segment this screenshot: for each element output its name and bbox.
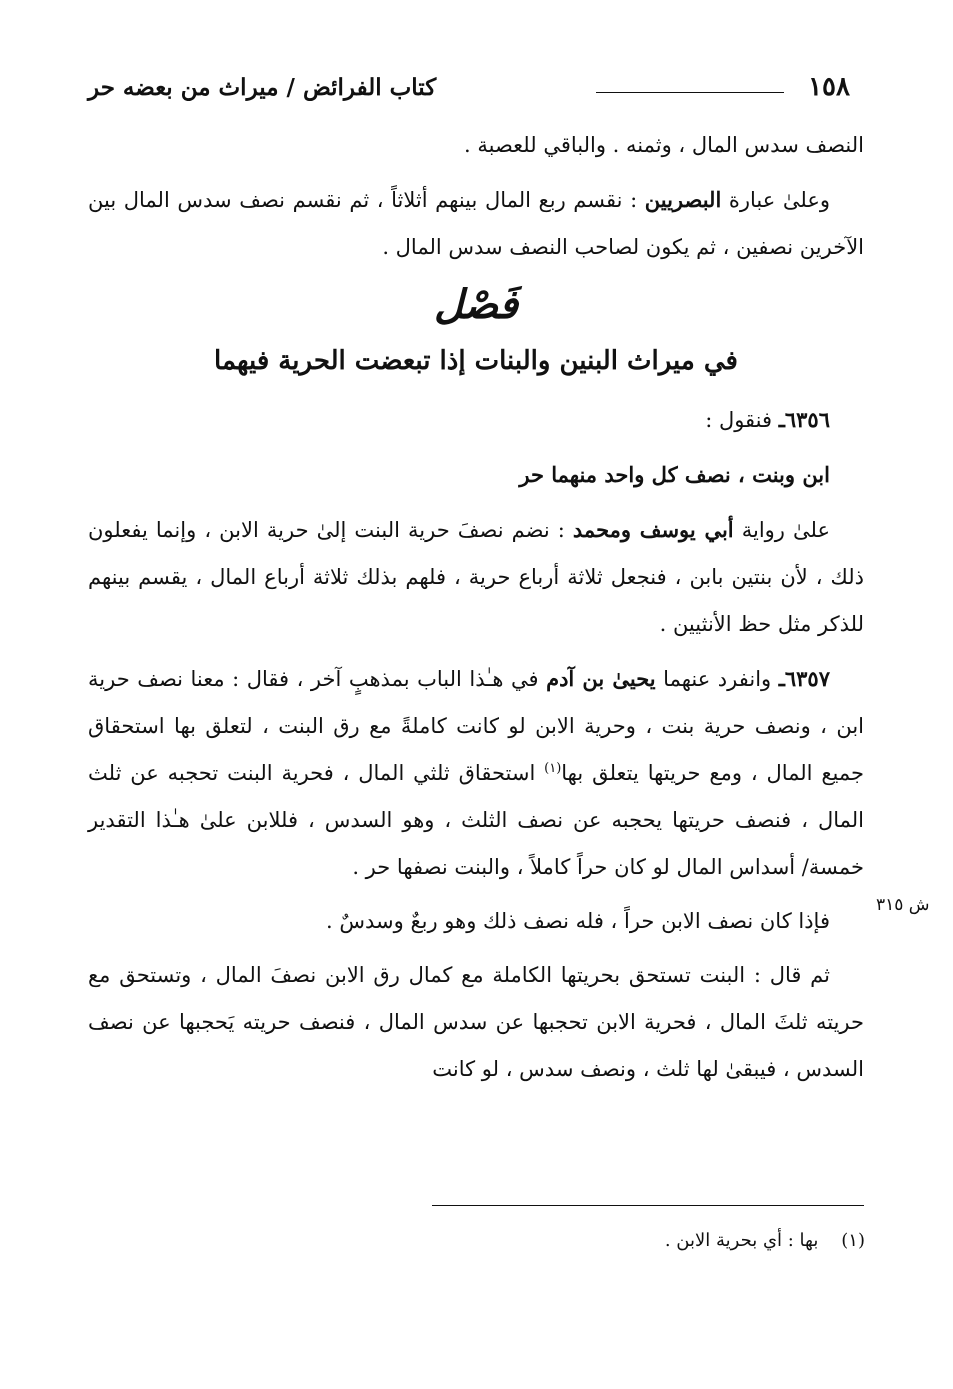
issue-6357-text-b: استحقاق ثلثي المال ، فحرية البنت تحجبه عن ثلث المال ، فنصف حريتها يحجبه عن نصف الثلث ، وهو السدس ، فللابن علىٰ هـٰذا التقدير خمسة/ أسداس المال لو كان حراً كاملاً ، والبنت نصفها حر . — [88, 761, 864, 879]
paragraph-5-text: ثم قال : البنت تستحق بحريتها الكاملة مع كمال رق الابن نصفَ المال ، وتستحق مع حريته ثلثَ المال ، فحرية الابن تحجبها عن سدس المال ، فنصف حريته يَحجبها عن نصف السدس ، فيبقىٰ لها ثلث ، ونصف سدس ، لو كانت — [88, 963, 864, 1081]
paragraph-2-post: : نقسم ربع المال بينهم أثلاثاً ، ثم نقسم نصف سدس المال بين الآخرين نصفين ، ثم يكون لصاحب النصف سدس المال . — [88, 188, 864, 259]
page-number: ١٥٨ — [808, 72, 850, 102]
issue-6356-text: فنقول : — [705, 408, 779, 432]
footnote-rule — [432, 1205, 864, 1206]
paragraph-5 — [88, 952, 864, 1093]
paragraph-4-text: فإذا كان نصف الابن حراً ، فله نصف ذلك وهو ربعٌ وسدسٌ . — [326, 909, 830, 933]
issue-6356-case — [88, 451, 864, 499]
issue-6357-text-a: في هـٰذا الباب بمذهبٍ آخر ، فقال : معنا نصف حرية ابن ، ونصف حرية بنت ، وحرية الابن لو كانت كاملةً مع رق البنت ، لتعلق بها استحقاق جميع المال ، ومع حريتها يتعلق بها — [88, 667, 864, 785]
paragraph-3-post: : نضم نصفَ حرية البنت إلىٰ حرية الابن ، وإنما يفعلون ذلك ، لأن بنتين بابن ، فنجعل ثلاثة أرباع حرية ، فلهم بذلك ثلاثة أرباع المال ، يقسم بينهم للذكر مثل حظ الأنثيين . — [88, 518, 864, 636]
issue-6357 — [88, 655, 864, 891]
running-title: كتاب الفرائض / ميراث من بعضه حر — [88, 74, 437, 101]
header-rule — [596, 92, 784, 93]
issue-6356-case-text: ابن وبنت ، نصف كل واحد منهما حر — [519, 462, 830, 487]
footnote-text: بها : أي بحرية الابن . — [664, 1230, 819, 1251]
issue-6357-bold: يحيىٰ بن آدم — [546, 666, 656, 691]
footnote-marker: (١) — [841, 1230, 865, 1251]
body-text — [88, 122, 864, 1100]
paragraph-2-bold: البصريين — [644, 187, 722, 212]
paragraph-2-pre: وعلىٰ عبارة — [721, 188, 831, 212]
paragraph-4 — [88, 898, 864, 945]
paragraph-1-text: النصف سدس المال ، وثمنه . والباقي للعصبة . — [464, 133, 864, 157]
paragraph-1 — [88, 122, 864, 169]
fasl-ornament: فَصْل — [433, 281, 519, 328]
margin-page-reference: ش ٣١٥ — [876, 895, 930, 915]
page-header — [88, 68, 850, 108]
paragraph-3-bold: أبي يوسف ومحمد — [572, 517, 734, 542]
paragraph-3-pre: علىٰ رواية — [733, 518, 830, 542]
section-title: في ميراث البنين والبنات إذا تبعضت الحرية فيهما — [214, 346, 738, 376]
paragraph-2 — [88, 176, 864, 271]
issue-number-6356: ٦٣٥٦ـ — [778, 407, 830, 432]
issue-number-6357: ٦٣٥٧ـ — [778, 666, 830, 691]
footnote — [365, 1230, 865, 1251]
footnote-reference[interactable]: (١) — [544, 761, 562, 776]
issue-6356 — [88, 396, 864, 444]
issue-6357-pre: وانفرد عنهما — [655, 667, 779, 691]
paragraph-3 — [88, 506, 864, 648]
